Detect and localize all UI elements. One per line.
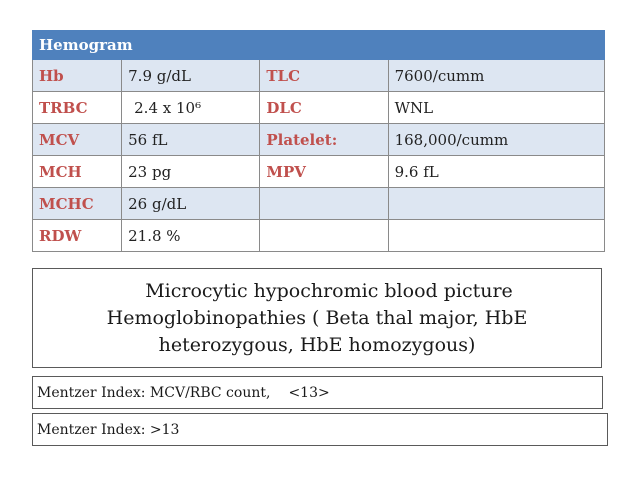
table-row: [33, 220, 605, 252]
table-header-row: [33, 31, 605, 60]
row-label-hb: Hb: [33, 60, 122, 92]
row-value-platelet: 168,000/cumm: [388, 124, 604, 156]
row-label-mch: MCH: [33, 156, 122, 188]
row-value-hb: 7.9 g/dL: [122, 60, 260, 92]
summary-line-2: Hemoglobinopathies ( Beta thal major, HbE: [106, 306, 528, 329]
row-label-empty: [260, 220, 388, 252]
summary-line-3: heterozygous, HbE homozygous): [158, 333, 476, 356]
table-row: [33, 156, 605, 188]
row-label-mcv: MCV: [33, 124, 122, 156]
row-value-mcv: 56 fL: [122, 124, 260, 156]
row-value-dlc: WNL: [388, 92, 604, 124]
mentzer-index-box-2: [32, 413, 608, 446]
mentzer-formula: Mentzer Index: MCV/RBC count,: [37, 384, 271, 401]
row-label-tlc: TLC: [260, 60, 388, 92]
row-label-mpv: MPV: [260, 156, 388, 188]
table-row: [33, 92, 605, 124]
summary-line-1: Microcytic hypochromic blood picture: [145, 279, 513, 302]
table-row: [33, 188, 605, 220]
row-value-rdw: 21.8 %: [122, 220, 260, 252]
row-value-empty: [388, 220, 604, 252]
table-row: [33, 124, 605, 156]
row-value-trbc: 2.4 x 10⁶: [122, 92, 260, 124]
row-value-mch: 23 pg: [122, 156, 260, 188]
row-label-trbc: TRBC: [33, 92, 122, 124]
table-row: [33, 60, 605, 92]
mentzer-result: Mentzer Index: >13: [37, 421, 180, 438]
table-title: Hemogram: [33, 31, 605, 60]
hemogram-table: [32, 30, 605, 252]
row-label-rdw: RDW: [33, 220, 122, 252]
row-value-tlc: 7600/cumm: [388, 60, 604, 92]
row-label-platelet: Platelet:: [260, 124, 388, 156]
row-label-mchc: MCHC: [33, 188, 122, 220]
mentzer-index-box-1: [32, 376, 603, 409]
row-label-dlc: DLC: [260, 92, 388, 124]
summary-box: [32, 268, 602, 368]
row-value-mpv: 9.6 fL: [388, 156, 604, 188]
row-label-empty: [260, 188, 388, 220]
row-value-mchc: 26 g/dL: [122, 188, 260, 220]
mentzer-threshold: <13>: [288, 384, 330, 401]
row-value-empty: [388, 188, 604, 220]
